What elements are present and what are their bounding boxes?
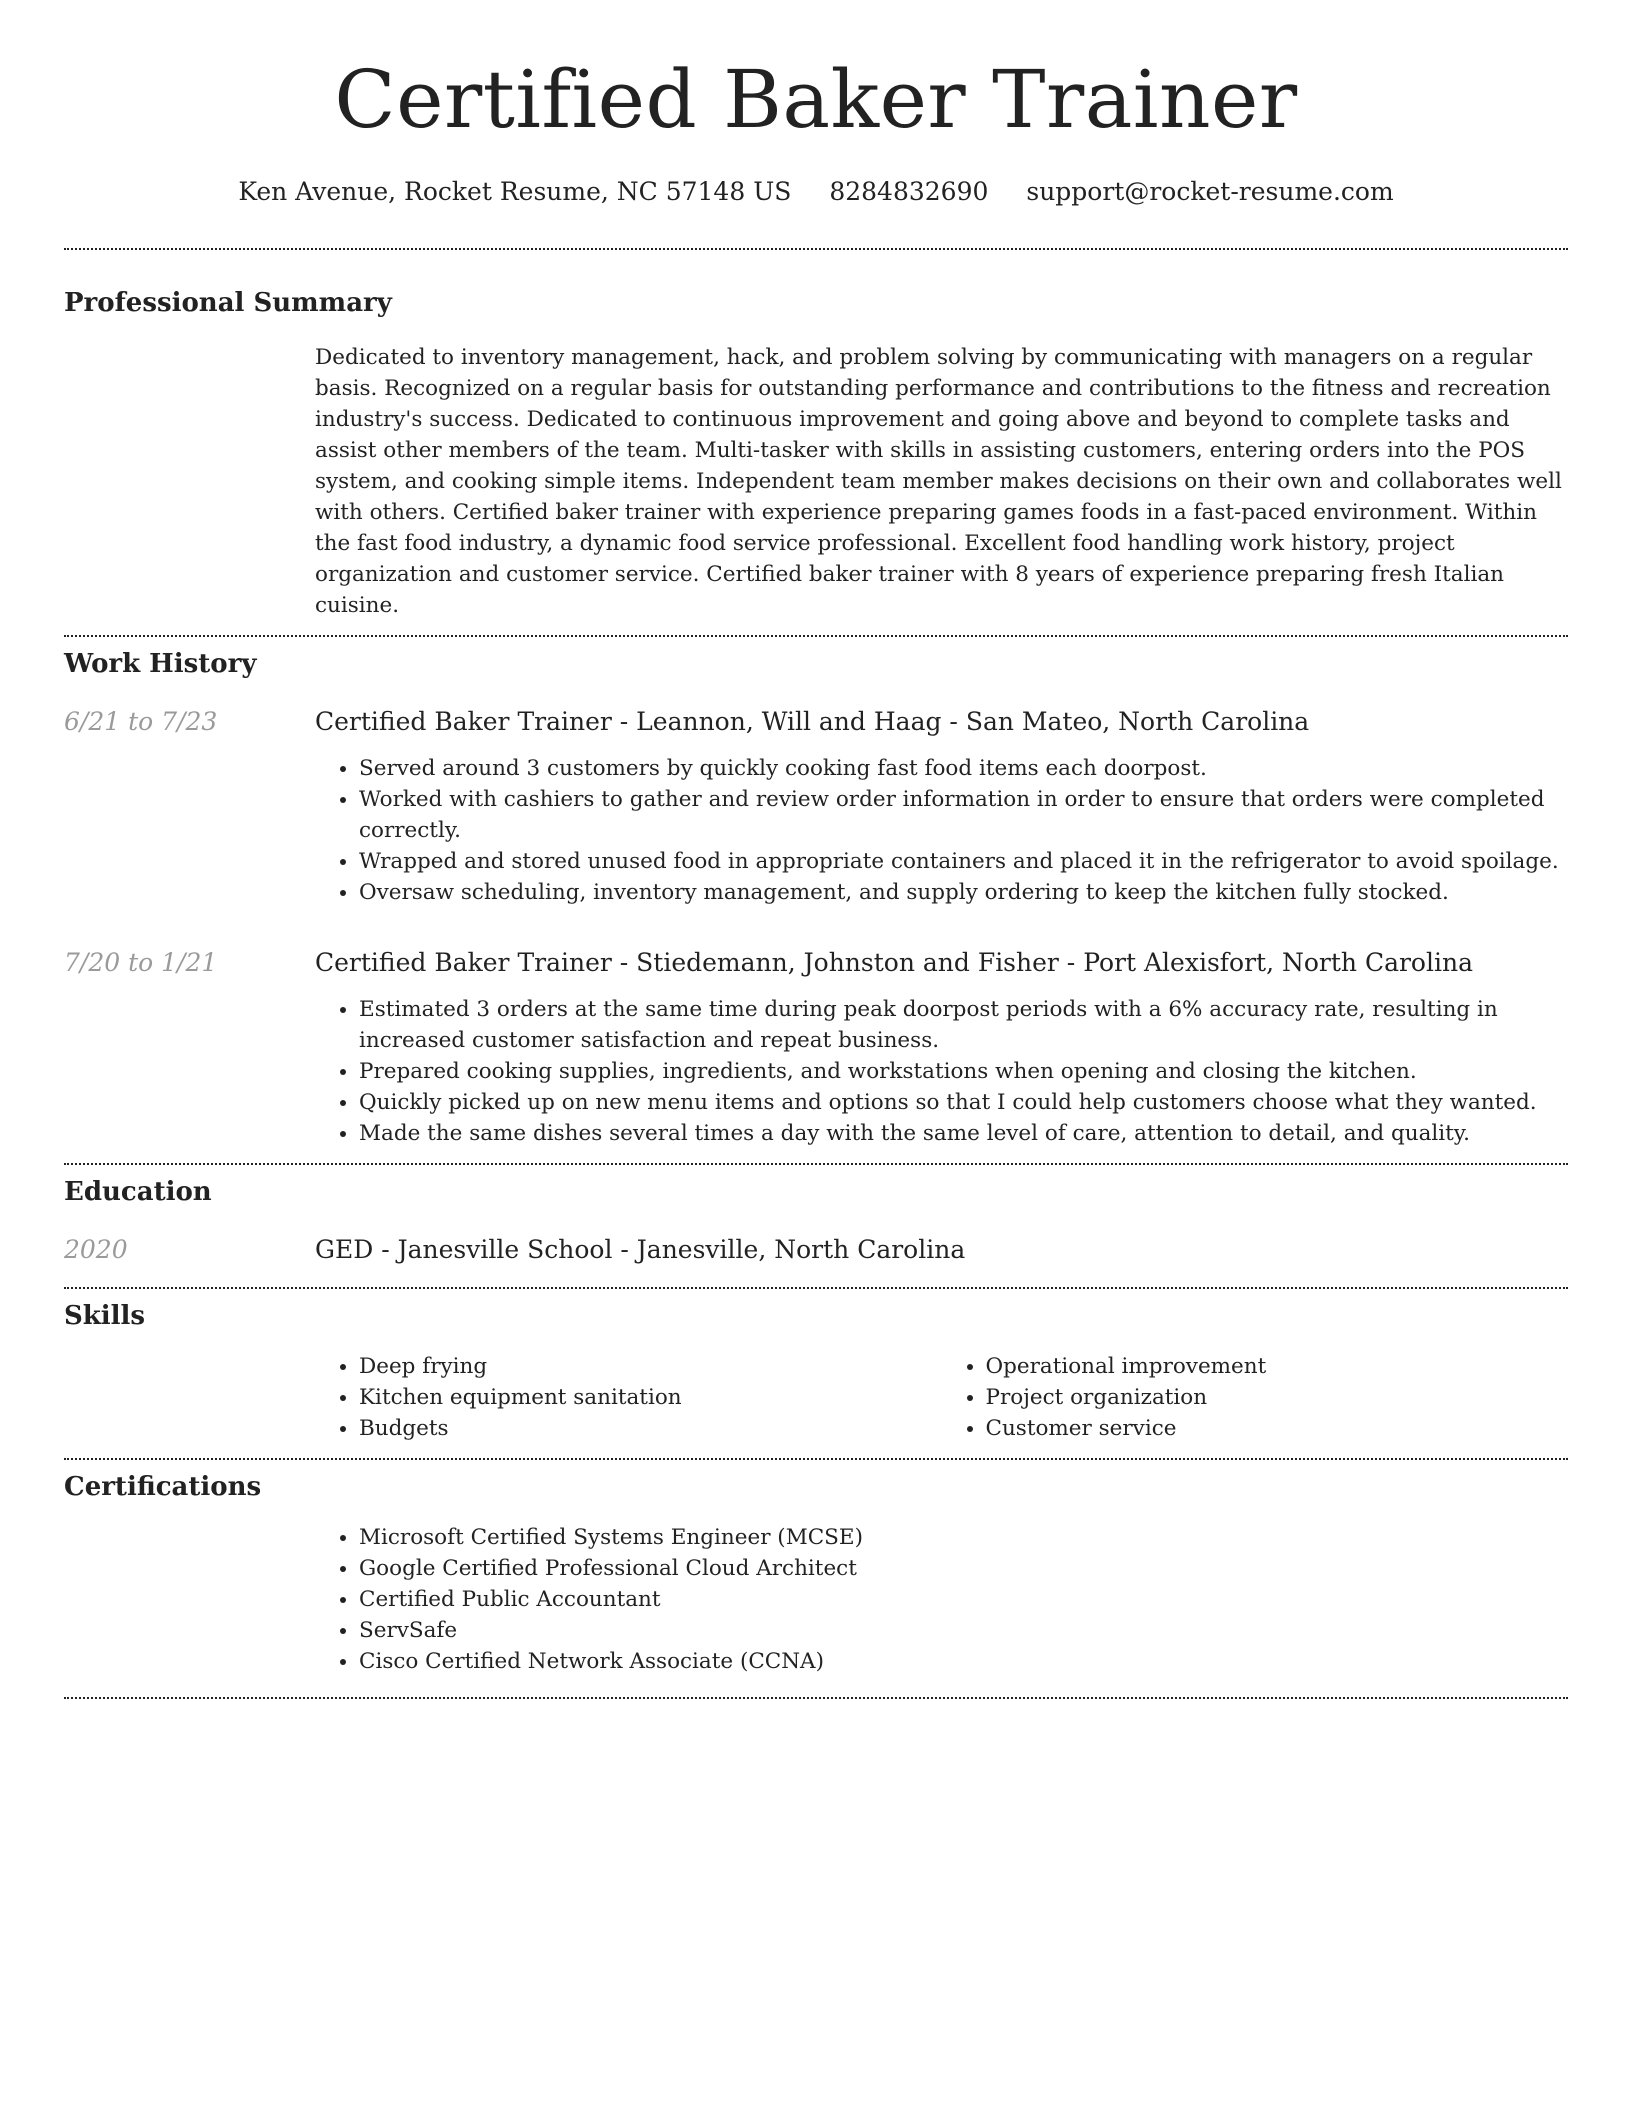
list-item: • Quickly picked up on new menu items and options so that I could help customers choose what they wanted. <box>359 1087 1568 1118</box>
contact-line <box>64 176 1568 208</box>
contact-phone: 8284832690 <box>829 177 989 206</box>
education-section <box>64 1165 1568 1267</box>
certifications-section <box>64 1460 1568 1677</box>
list-item: • Worked with cashiers to gather and review order information in order to ensure that orders were completed correctly. <box>359 784 1568 846</box>
list-item: • Project organization <box>986 1382 1569 1413</box>
section-title-certifications: Certifications <box>64 1472 262 1502</box>
job-dates: 6/21 to 7/23 <box>64 707 218 736</box>
list-item: • Oversaw scheduling, inventory management, and supply ordering to keep the kitchen fully stocked. <box>359 877 1568 908</box>
list-item: • Wrapped and stored unused food in appropriate containers and placed it in the refrigerator to avoid spoilage. <box>359 846 1568 877</box>
section-title-summary: Professional Summary <box>64 288 392 318</box>
education-entry <box>64 1233 1568 1267</box>
list-item: • Prepared cooking supplies, ingredients, and workstations when opening and closing the kitchen. <box>359 1056 1568 1087</box>
list-item: • Microsoft Certified Systems Engineer (MCSE) <box>359 1522 1568 1553</box>
list-item: • Operational improvement <box>986 1351 1569 1382</box>
list-item: • Budgets <box>359 1413 942 1444</box>
section-title-education: Education <box>64 1177 212 1207</box>
contact-email: support@rocket-resume.com <box>1026 177 1394 206</box>
certifications-list <box>315 1522 1568 1677</box>
education-title: GED - Janesville School - Janesville, North Carolina <box>315 1235 966 1264</box>
skills-list-right <box>942 1351 1569 1444</box>
list-item: • ServSafe <box>359 1615 1568 1646</box>
list-item: • Customer service <box>986 1413 1569 1444</box>
section-title-skills: Skills <box>64 1301 146 1331</box>
job-entry <box>64 705 1568 908</box>
list-item: • Kitchen equipment sanitation <box>359 1382 942 1413</box>
job-title: Certified Baker Trainer - Stiedemann, Johnston and Fisher - Port Alexisfort, North Carolina <box>315 948 1473 977</box>
skills-list-left <box>315 1351 942 1444</box>
list-item: • Estimated 3 orders at the same time during peak doorpost periods with a 6% accuracy rate, resulting in increased customer satisfaction and repeat business. <box>359 994 1568 1056</box>
education-year: 2020 <box>64 1235 128 1264</box>
list-item: • Cisco Certified Network Associate (CCNA) <box>359 1646 1568 1677</box>
summary-text: Dedicated to inventory management, hack, and problem solving by communicating with managers on a regular basis. Recognized on a regular basis for outstanding performance and contributions to the fitness and recreation industry's success. Dedicated to continuous improvement and going above and beyond to complete tasks and assist other members of the team. Multi-tasker with skills in assisting customers, entering orders into the POS system, and cooking simple items. Independent team member makes decisions on their own and collaborates well with others. Certified baker trainer with experience preparing games foods in a fast-paced environment. Within the fast food industry, a dynamic food service professional. Excellent food handling work history, project organization and customer service. Certified baker trainer with 8 years of experience preparing fresh Italian cuisine. <box>315 345 1562 618</box>
list-item: • Served around 3 customers by quickly cooking fast food items each doorpost. <box>359 753 1568 784</box>
resume-name: Certified Baker Trainer <box>334 53 1298 146</box>
list-item: • Certified Public Accountant <box>359 1584 1568 1615</box>
job-bullets <box>315 753 1568 908</box>
list-item: • Google Certified Professional Cloud Architect <box>359 1553 1568 1584</box>
list-item: • Deep frying <box>359 1351 942 1382</box>
divider <box>64 1697 1568 1699</box>
job-dates: 7/20 to 1/21 <box>64 948 218 977</box>
skills-columns <box>315 1351 1568 1444</box>
summary-section <box>64 250 1568 621</box>
work-history-section <box>64 637 1568 1149</box>
job-title: Certified Baker Trainer - Leannon, Will and Haag - San Mateo, North Carolina <box>315 707 1310 736</box>
contact-address: Ken Avenue, Rocket Resume, NC 57148 US <box>238 177 792 206</box>
job-entry <box>64 946 1568 1149</box>
resume-page <box>64 0 1568 1699</box>
job-bullets <box>315 994 1568 1149</box>
skills-section <box>64 1289 1568 1444</box>
section-title-work-history: Work History <box>64 649 257 679</box>
list-item: • Made the same dishes several times a day with the same level of care, attention to detail, and quality. <box>359 1118 1568 1149</box>
